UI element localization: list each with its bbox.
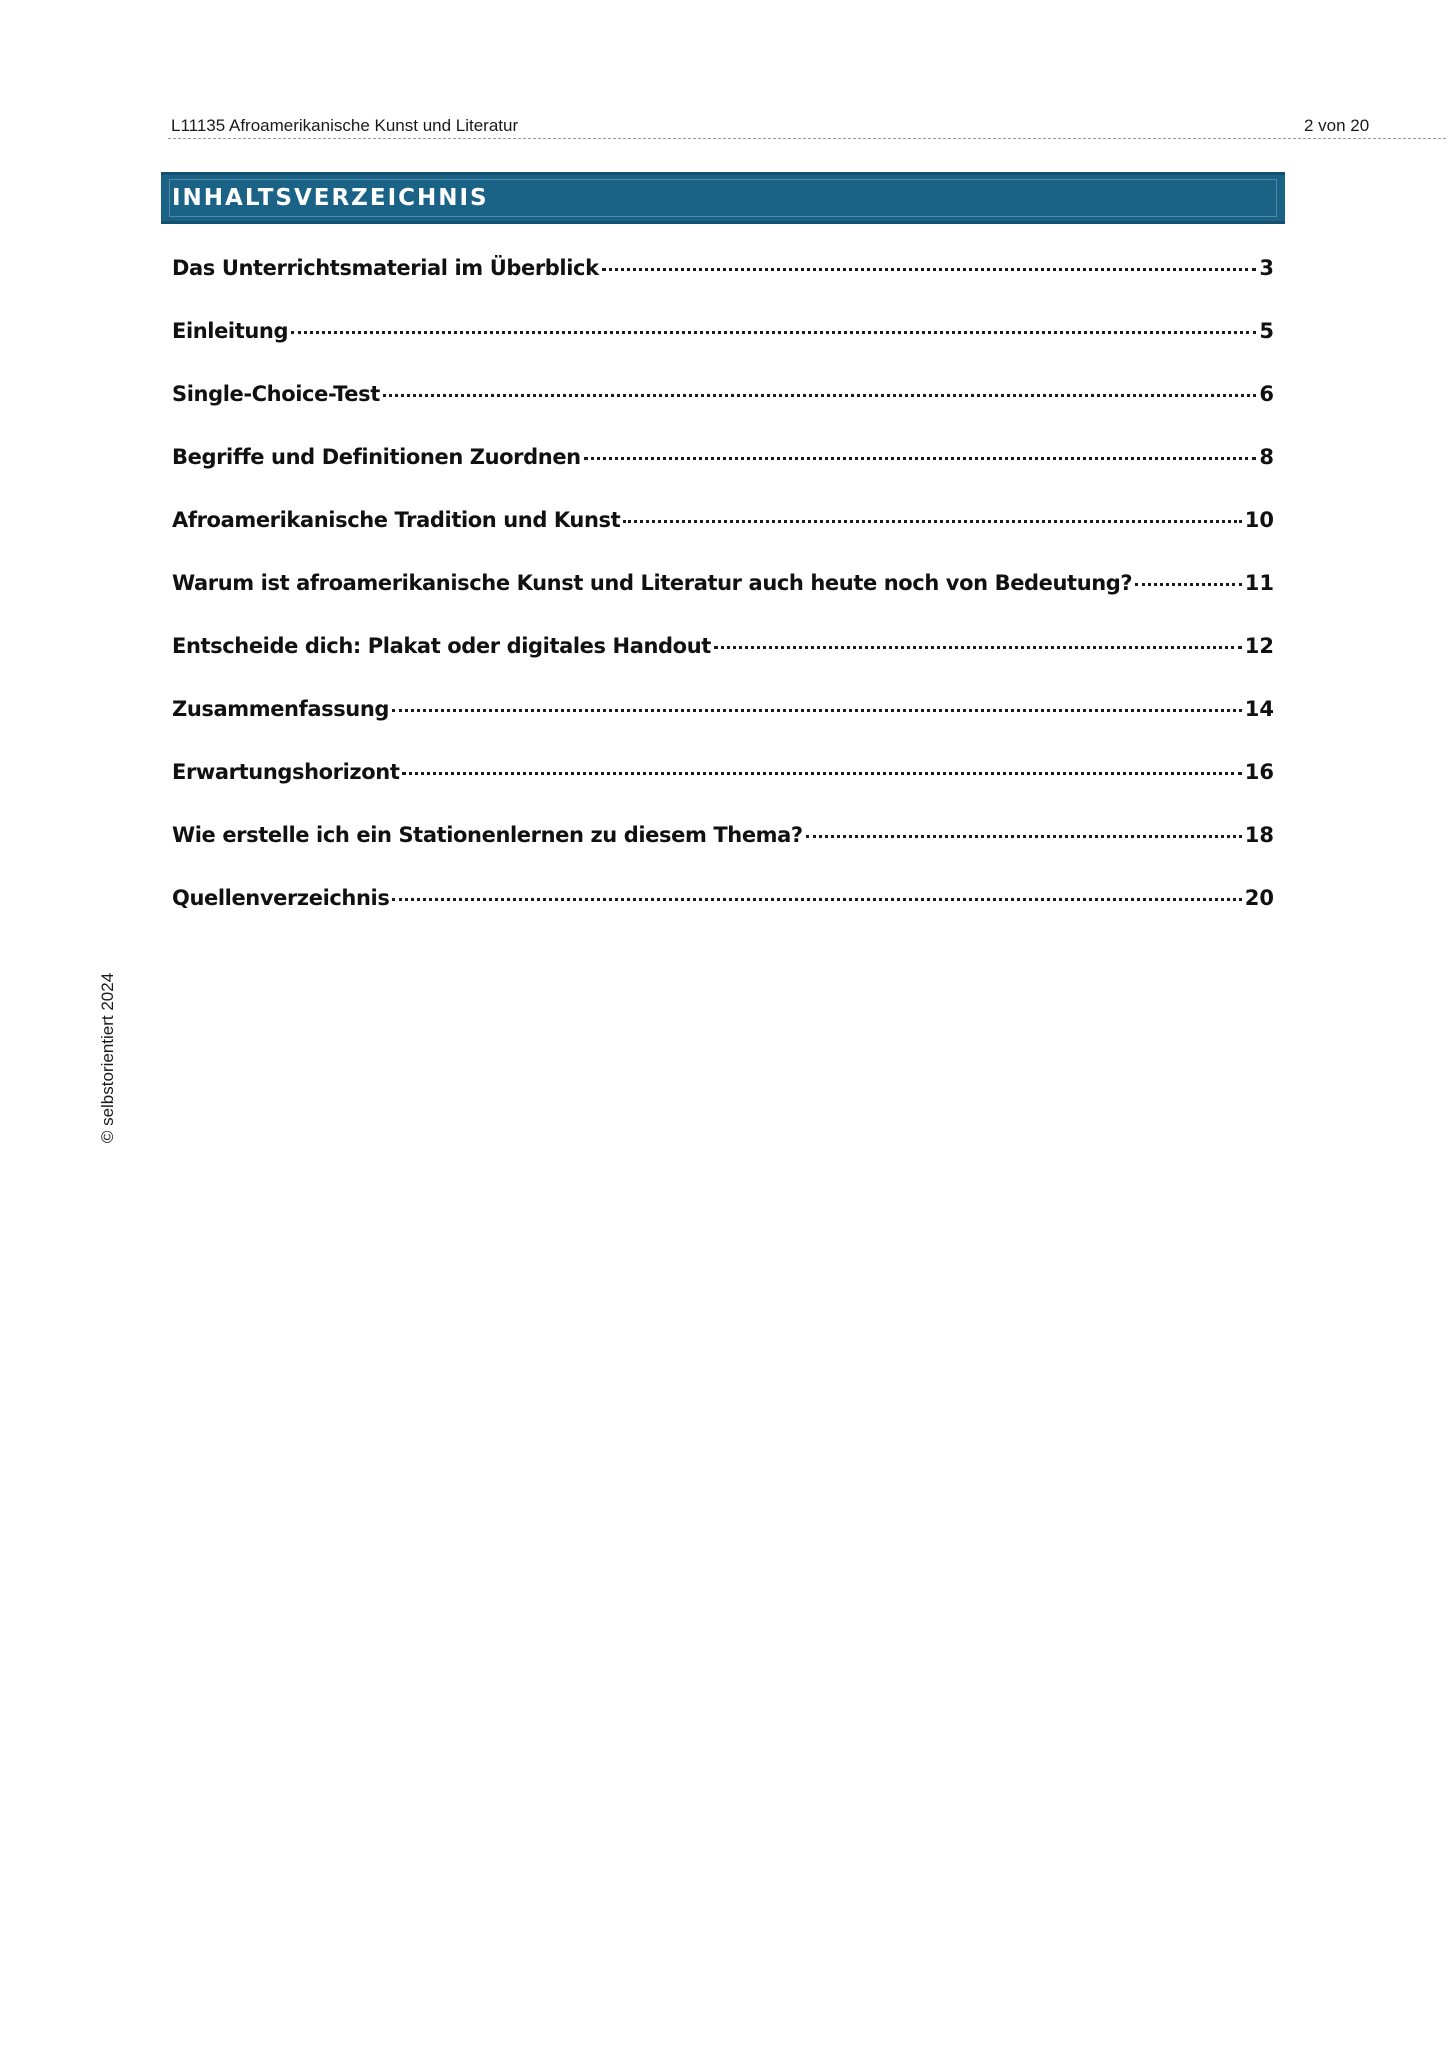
toc-entry-page: 12 [1244, 634, 1274, 658]
dot-leader [392, 709, 1242, 712]
dot-leader [806, 835, 1242, 838]
toc-entry-page: 5 [1259, 319, 1274, 343]
toc-entry-title: Wie erstelle ich ein Stationenlernen zu diesem Thema? [172, 823, 803, 847]
toc-entry-title: Zusammenfassung [172, 697, 390, 721]
toc-entry-title: Begriffe und Definitionen Zuordnen [172, 445, 581, 469]
toc-entry[interactable] [172, 817, 1274, 880]
page-number: 2 von 20 [1304, 116, 1370, 135]
dot-leader [392, 898, 1241, 901]
toc-entry[interactable] [172, 502, 1274, 565]
toc-entry-title: Entscheide dich: Plakat oder digitales Handout [172, 634, 711, 658]
toc-entry[interactable] [172, 250, 1274, 313]
page-header [168, 114, 1446, 139]
toc-entry[interactable] [172, 691, 1274, 754]
dot-leader [402, 772, 1241, 775]
toc-entry-page: 10 [1244, 508, 1274, 532]
toc-entry[interactable] [172, 439, 1274, 502]
dot-leader [1135, 583, 1242, 586]
dot-leader [602, 268, 1257, 271]
toc-entry-page: 14 [1244, 697, 1274, 721]
toc-heading: INHALTSVERZEICHNIS [172, 185, 489, 211]
toc-entry-page: 3 [1259, 256, 1274, 280]
toc-entry-page: 11 [1244, 571, 1274, 595]
toc-entry[interactable] [172, 628, 1274, 691]
toc-entry-title: Quellenverzeichnis [172, 886, 390, 910]
dot-leader [383, 394, 1256, 397]
toc-entry-title: Erwartungshorizont [172, 760, 400, 784]
toc-entry-page: 6 [1259, 382, 1274, 406]
toc-entry[interactable] [172, 880, 1274, 943]
toc-entry[interactable] [172, 565, 1274, 628]
toc-entry-title: Einleitung [172, 319, 289, 343]
toc-entry-title: Das Unterrichtsmaterial im Überblick [172, 256, 599, 280]
toc-entry-page: 8 [1259, 445, 1274, 469]
toc-heading-banner [161, 172, 1285, 224]
copyright-notice: © selbstorientiert 2024 [98, 972, 117, 1144]
dot-leader [584, 457, 1257, 460]
dot-leader [291, 331, 1256, 334]
toc-entry[interactable] [172, 313, 1274, 376]
toc-entry-page: 18 [1244, 823, 1274, 847]
dot-leader [714, 646, 1242, 649]
toc-entry-title: Warum ist afroamerikanische Kunst und Literatur auch heute noch von Bedeutung? [172, 571, 1133, 595]
toc-entry-title: Single-Choice-Test [172, 382, 380, 406]
document-title: L11135 Afroamerikanische Kunst und Literatur [171, 116, 519, 135]
dot-leader [623, 520, 1242, 523]
table-of-contents [172, 250, 1274, 943]
toc-entry[interactable] [172, 376, 1274, 439]
toc-entry-page: 20 [1244, 886, 1274, 910]
toc-entry-title: Afroamerikanische Tradition und Kunst [172, 508, 621, 532]
toc-entry[interactable] [172, 754, 1274, 817]
toc-entry-page: 16 [1244, 760, 1274, 784]
